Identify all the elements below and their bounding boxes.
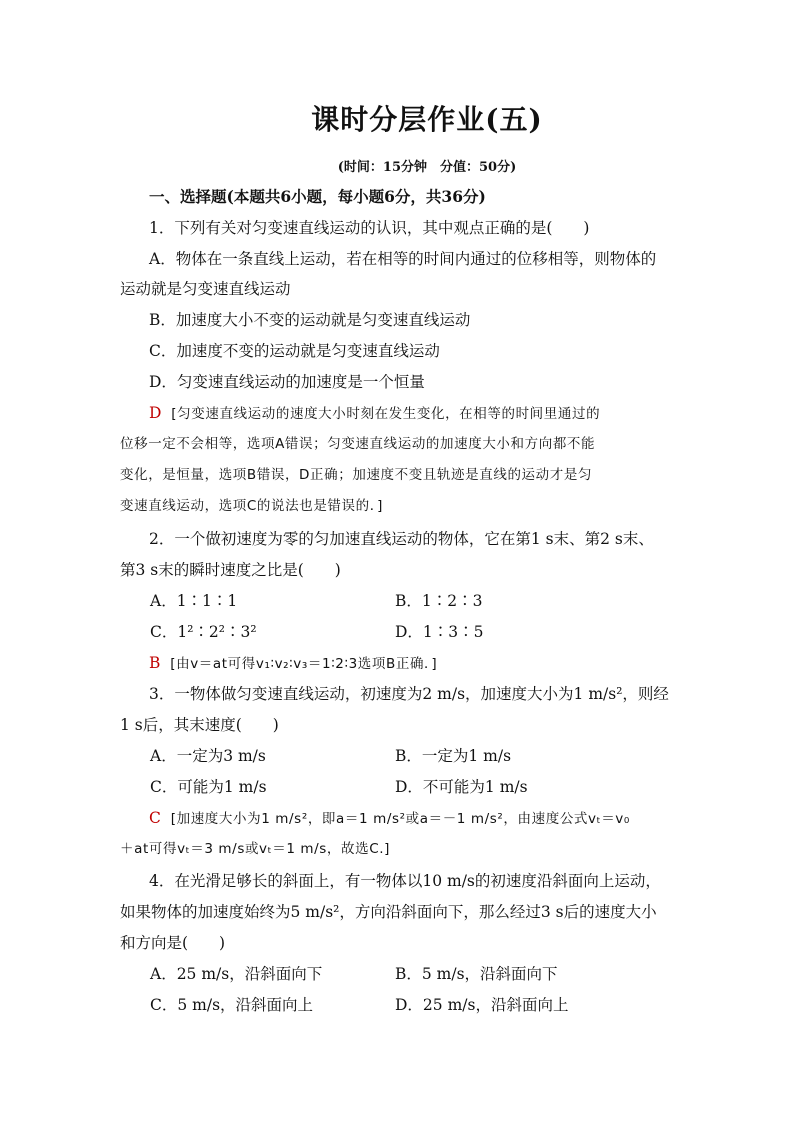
q3-option-b: B．一定为1 m/s <box>395 747 512 765</box>
q1-explanation-2: 位移一定不会相等，选项A错误；匀变速直线运动的加速度大小和方向都不能 <box>120 436 596 452</box>
q3-explanation: [加速度大小为1 m/s²，即a＝1 m/s²或a＝－1 m/s²，由速度公式vₜ＝v₀ <box>170 811 630 827</box>
q3-explanation-line <box>149 808 630 829</box>
q3-option-c: C．可能为1 m/s <box>150 778 267 796</box>
q1-stem: 1．下列有关对匀变速直线运动的认识，其中观点正确的是( ) <box>149 219 590 237</box>
q3-option-a: A．一定为3 m/s <box>150 747 266 765</box>
q2-explanation: [由v＝at可得v₁∶v₂∶v₃＝1∶2∶3选项B正确．] <box>170 656 438 672</box>
page-subtitle: (时间：15分钟 分值：50分) <box>337 160 517 175</box>
q1-option-a-cont: 运动就是匀变速直线运动 <box>120 280 291 298</box>
q1-answer: D <box>149 404 162 422</box>
q3-explanation-2: ＋at可得vₜ＝3 m/s或vₜ＝1 m/s，故选C.] <box>120 841 391 857</box>
q2-explanation-line <box>149 653 437 674</box>
q3-stem: 3．一物体做匀变速直线运动，初速度为2 m/s，加速度大小为1 m/s²，则经 <box>149 685 669 703</box>
q3-option-d: D．不可能为1 m/s <box>395 778 528 796</box>
q3-answer: C <box>149 809 161 827</box>
q1-option-d: D．匀变速直线运动的加速度是一个恒量 <box>149 373 425 391</box>
section-heading: 一、选择题(本题共6小题，每小题6分，共36分) <box>149 187 486 206</box>
q1-explanation-line <box>149 403 600 424</box>
q4-stem: 4．在光滑足够长的斜面上，有一物体以10 m/s的初速度沿斜面向上运动， <box>149 872 661 890</box>
q1-explanation: [匀变速直线运动的速度大小时刻在发生变化，在相等的时间里通过的 <box>171 406 601 422</box>
q4-stem-cont: 如果物体的加速度始终为5 m/s²，方向沿斜面向下，那么经过3 s后的速度大小 <box>120 903 657 921</box>
q1-option-a: A．物体在一条直线上运动，若在相等的时间内通过的位移相等，则物体的 <box>149 250 657 268</box>
q4-option-c: C．5 m/s，沿斜面向上 <box>150 996 314 1014</box>
q2-option-b: B．1∶2∶3 <box>395 592 483 610</box>
q1-explanation-3: 变化，是恒量，选项B错误，D正确；加速度不变且轨迹是直线的运动才是匀 <box>120 467 593 483</box>
page-title: 课时分层作业(五) <box>311 103 543 136</box>
q4-option-a: A．25 m/s，沿斜面向下 <box>150 965 323 983</box>
q2-answer: B <box>149 654 161 672</box>
q4-option-b: B．5 m/s，沿斜面向下 <box>395 965 558 983</box>
q1-option-c: C．加速度不变的运动就是匀变速直线运动 <box>149 342 440 360</box>
q1-explanation-4: 变速直线运动，选项C的说法也是错误的．] <box>120 498 383 514</box>
q2-option-d: D．1∶3∶5 <box>395 623 484 641</box>
q3-stem-cont: 1 s后，其末速度( ) <box>120 716 279 734</box>
q4-option-d: D．25 m/s，沿斜面向上 <box>395 996 569 1014</box>
q2-option-a: A．1∶1∶1 <box>150 592 238 610</box>
q2-stem-cont: 第3 s末的瞬时速度之比是( ) <box>120 561 341 579</box>
q2-option-c: C．1²∶2²∶3² <box>150 623 257 641</box>
q2-stem: 2．一个做初速度为零的匀加速直线运动的物体，它在第1 s末、第2 s末、 <box>149 530 654 548</box>
q4-stem-cont-2: 和方向是( ) <box>120 934 226 952</box>
q1-option-b: B．加速度大小不变的运动就是匀变速直线运动 <box>149 311 471 329</box>
